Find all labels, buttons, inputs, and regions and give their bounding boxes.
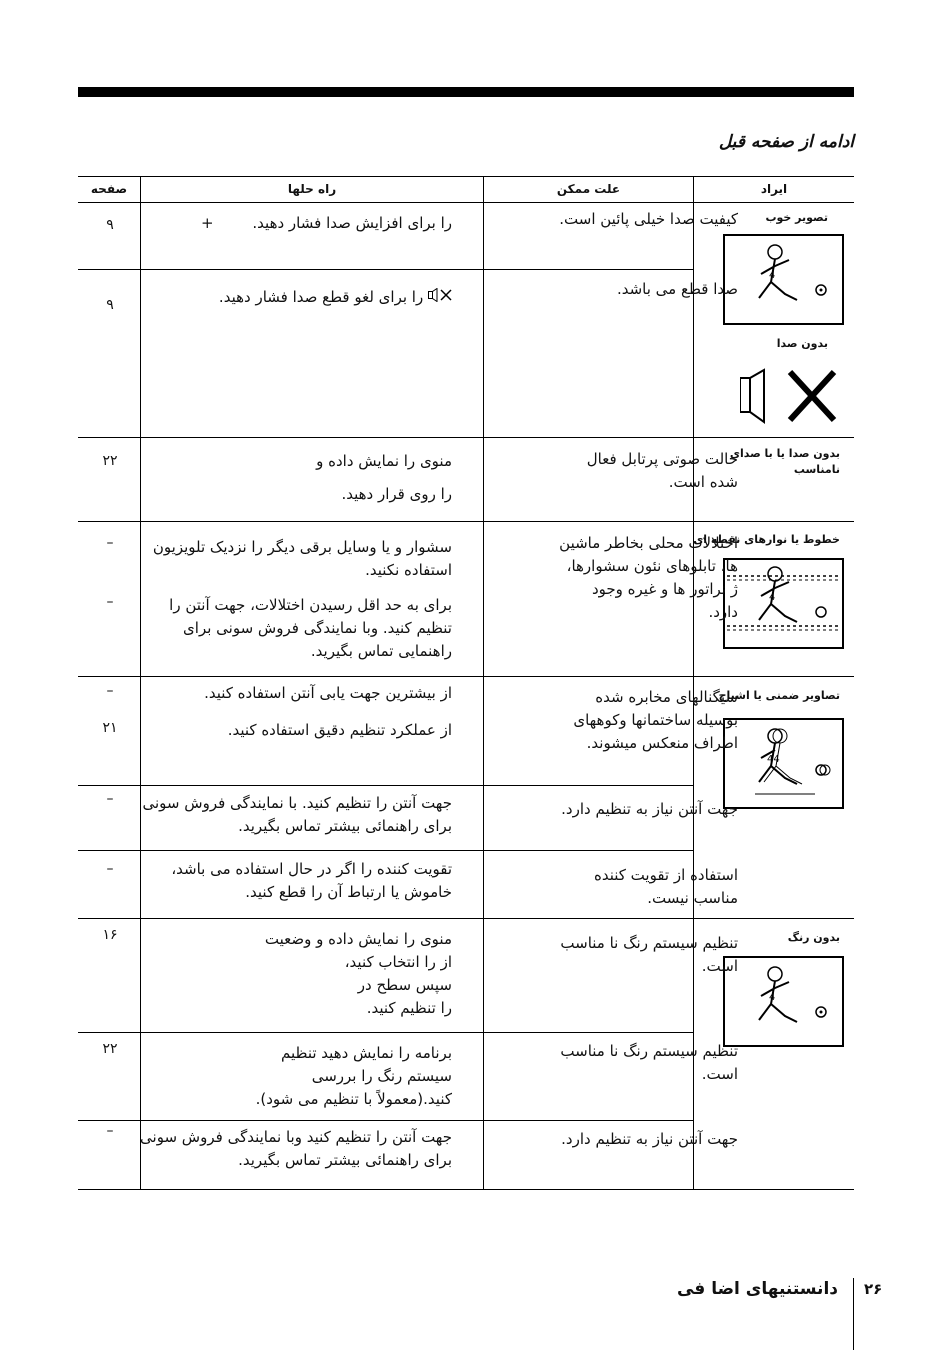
football-player-icon: [725, 236, 842, 323]
header-solution: راه حلها: [287, 182, 337, 196]
symptom-good-picture: تصویر خوب: [765, 211, 828, 224]
solution-cell: جهت آنتن را تنظیم کنید. با نمایندگی فروش سونی برای راهنمائی بیشتر تماس بگیرید.: [142, 794, 452, 835]
cause-cell: جهت آنتن نیاز به تنظیم دارد.: [561, 800, 738, 818]
col-divider: [483, 176, 484, 1190]
solution-line: سشوار و یا وسایل برقی دیگر را نزدیک تلویزیون استفاده نکنید.: [152, 538, 452, 579]
solution-cell: [132, 536, 452, 663]
row-divider: [78, 437, 854, 438]
football-player-icon: [725, 720, 842, 807]
ghost-thumbnail: [723, 718, 844, 809]
page-number: ۲۶: [864, 1280, 883, 1298]
svg-text:4: 4: [769, 592, 776, 603]
row-divider: [78, 918, 854, 919]
row-divider: [78, 850, 693, 851]
page-ref: –: [106, 791, 114, 807]
symptom-no-or-bad-sound: بدون صدا یا با صدای نامناسب: [729, 447, 840, 476]
solution-text: را برای افزایش صدا فشار دهید.: [252, 214, 452, 232]
solution-line: سیستم رنگ را بررسی: [311, 1067, 452, 1085]
header-problem: ایراد: [760, 182, 788, 196]
cause-cell: سیگنالهای مخابره شده بوسیله ساختمانها وکوههای اطراف منعکس میشوند.: [573, 688, 738, 752]
page-cell: [80, 924, 140, 947]
continued-heading: ادامه از صفحه قبل: [718, 132, 854, 152]
page-cell: [80, 680, 140, 740]
row-divider: [78, 1120, 693, 1121]
page-ref: ۲۱: [102, 720, 118, 736]
solution-line: را روی قرار دهید.: [341, 485, 452, 503]
solution-cell: [132, 212, 452, 235]
solution-line: سپس سطح در: [357, 976, 452, 994]
cause-cell: کیفیت صدا خیلی پائین است.: [559, 210, 738, 228]
row-divider: [78, 785, 693, 786]
solution-cell: [132, 450, 452, 506]
cause-cell: جهت آنتن نیاز به تنظیم دارد.: [561, 1130, 738, 1148]
solution-cell: تقویت کننده را اگر در حال استفاده می باشد، خاموش یا ارتباط آن را قطع کنید.: [171, 860, 452, 901]
section-title: دانستنیهای اضا فی: [676, 1279, 838, 1299]
troubleshooting-table: [78, 176, 854, 1190]
row-divider: [78, 1032, 693, 1033]
svg-text:4: 4: [769, 992, 776, 1003]
cause-cell: حالت صوتی پرتابل فعال شده است.: [586, 450, 738, 491]
row-divider: [78, 269, 693, 270]
col-divider: [693, 176, 694, 1190]
page-ref: –: [106, 683, 114, 699]
top-rule: [78, 87, 854, 97]
page-ref: ۱۶: [102, 927, 118, 943]
row-divider: [78, 676, 854, 677]
cause-cell: صدا قطع می باشد.: [616, 280, 738, 298]
footer-divider: [853, 1278, 854, 1350]
page-cell: [80, 1120, 140, 1143]
solution-line: از را انتخاب کنید،: [344, 953, 452, 971]
page-ref: –: [106, 535, 114, 551]
table-top-border: [78, 176, 854, 177]
cause-cell: تنظیم سیستم رنگ نا مناسب است.: [560, 1042, 738, 1083]
page-cell: [80, 1038, 140, 1061]
symptom-lines-dots: خطوط یا نوارهای نقطه ای: [693, 533, 840, 546]
page-ref: –: [106, 861, 114, 877]
header-page: صفحه: [90, 182, 128, 196]
page-ref: ۲۲: [102, 1041, 118, 1057]
solution-line: برنامه را نمایش دهید تنظیم: [281, 1044, 452, 1062]
page-cell: [80, 450, 140, 473]
solution-line: از بیشترین جهت یابی آنتن استفاده کنید.: [204, 684, 452, 702]
svg-text:4: 4: [769, 270, 776, 281]
page-ref: –: [106, 594, 114, 610]
solution-line: کنید.(معمولاً با تنظیم می شود).: [255, 1090, 452, 1108]
mute-speaker-icon: [740, 366, 840, 430]
solution-line: برای به حد اقل رسیدن اختلالات، جهت آنتن را تنظیم کنید. وبا نمایندگی فروش سونی برای راهنمایی تماس بگیرید.: [169, 596, 452, 660]
football-player-icon: [725, 958, 842, 1045]
solution-line: منوی را نمایش داده و: [316, 452, 452, 470]
cause-cell: استفاده از تقویت کننده مناسب نیست.: [593, 866, 738, 907]
no-color-thumbnail: [723, 956, 844, 1047]
page-ref: –: [106, 1123, 114, 1139]
solution-line: از عملکرد تنظیم دقیق استفاده کنید.: [227, 721, 452, 739]
symptom-no-color: بدون رنگ: [787, 931, 840, 944]
table-bottom-border: [78, 1189, 854, 1190]
svg-text:44: 44: [767, 754, 780, 765]
solution-text: را برای لغو قطع صدا فشار دهید.: [218, 288, 424, 306]
mute-icon: [428, 286, 452, 309]
header-bottom-border: [78, 202, 854, 203]
page-cell: [80, 788, 140, 811]
header-cause: علت ممکن: [556, 182, 621, 196]
solution-line: منوی را نمایش داده و وضعیت: [264, 930, 452, 948]
symptom-no-sound: بدون صدا: [776, 337, 828, 350]
page-ref: ۲۲: [102, 453, 118, 469]
symptom-ghosts: تصاویر ضمنی یا اشباح: [718, 689, 840, 702]
row-divider: [78, 521, 854, 522]
solution-cell: [132, 928, 452, 1020]
cause-cell: تنظیم سیستم رنگ نا مناسب است.: [560, 934, 738, 975]
solution-cell: [132, 286, 452, 309]
solution-cell: [132, 1042, 452, 1111]
good-picture-thumbnail: [723, 234, 844, 325]
cause-cell: اختلالات محلی بخاطر ماشین ها، تابلوهای نئون سشوارها، ژ نراتور ها و غیره وجود دارد.: [559, 534, 738, 621]
solution-cell: جهت آنتن را تنظیم کنید وبا نمایندگی فروش سونی برای راهنمائی بیشتر تماس بگیرید.: [140, 1128, 452, 1169]
page-cell: [80, 214, 140, 237]
page-cell: [80, 294, 140, 317]
page-ref: ۹: [106, 217, 114, 233]
page-cell: [80, 532, 140, 614]
page-cell: [80, 858, 140, 881]
interference-thumbnail: [723, 558, 844, 649]
solution-line: را تنظیم کنید.: [366, 999, 452, 1017]
solution-cell: [132, 682, 452, 742]
page-ref: ۹: [106, 297, 114, 313]
football-player-icon: [725, 560, 842, 647]
plus-icon: +: [201, 214, 214, 232]
